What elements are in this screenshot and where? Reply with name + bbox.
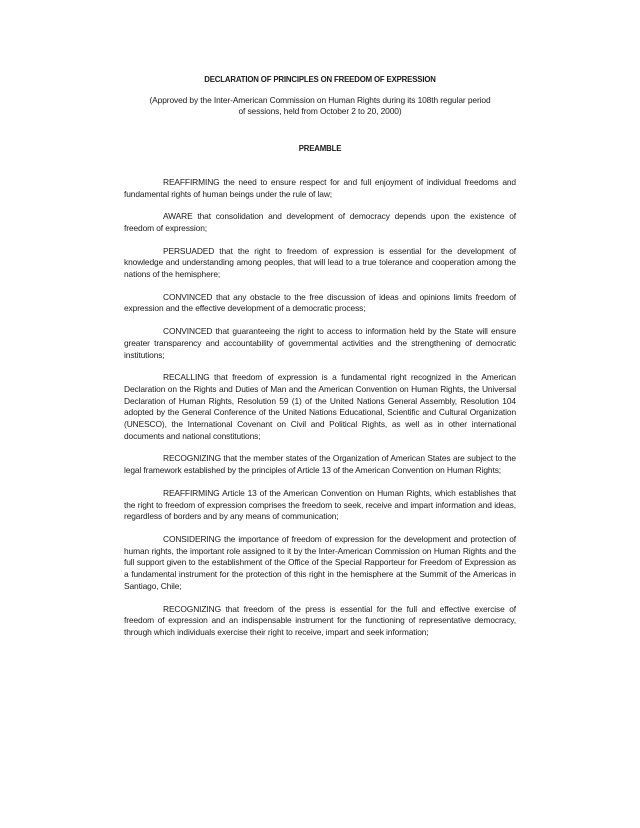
preamble-paragraph <box>124 326 516 361</box>
paragraph-lead: CONVINCED <box>163 291 213 302</box>
paragraph-lead: CONVINCED <box>163 326 213 337</box>
paragraph-lead: CONSIDERING <box>163 533 221 544</box>
paragraph-text: the importance of freedom of expression for the development and protection of human rights, the important role assigned to it by the Inter-American Commission on Human Rights and the full support given to the establishment of the Office of the Special Rapporteur for Freedom of Expression as a fundamental instrument for the protection of this right in the hemisphere at the Summit of the Americas in Santiago, Chile; <box>124 533 516 591</box>
paragraph-text: that guaranteeing the right to access to information held by the State will ensure greater transparency and accountability of governmental activities and the strengthening of democratic institutions; <box>124 326 516 360</box>
preamble-paragraph <box>124 211 516 234</box>
paragraph-lead: PERSUADED <box>163 245 215 256</box>
document-title: DECLARATION OF PRINCIPLES ON FREEDOM OF EXPRESSION <box>204 75 436 84</box>
paragraph-text: that any obstacle to the free discussion of ideas and opinions limits freedom of expression and the effective development of a democratic process; <box>124 291 516 314</box>
paragraph-text: that the right to freedom of expression is essential for the development of knowledge and understanding among peoples, that will lead to a true tolerance and cooperation among the nations of the hemisphere; <box>124 245 516 280</box>
preamble-paragraph <box>124 372 516 442</box>
paragraph-lead: RECALLING <box>163 372 210 383</box>
preamble-paragraph <box>124 534 516 593</box>
paragraph-text: that consolidation and development of democracy depends upon the existence of freedom of expression; <box>124 211 516 233</box>
preamble-paragraph <box>124 453 516 476</box>
document-subtitle: (Approved by the Inter-American Commission on Human Rights during its 108th regular period of sessions, held from October 2 to 20, 2000) <box>149 94 491 117</box>
paragraph-lead: RECOGNIZING <box>163 603 221 614</box>
preamble-paragraph <box>124 488 516 523</box>
paragraph-lead: REAFFIRMING <box>163 487 220 498</box>
paragraph-text: that freedom of the press is essential for the full and effective exercise of freedom of expression and an indispensable instrument for the functioning of representative democracy, through which individuals exercise their right to receive, impart and seek information; <box>124 603 516 637</box>
paragraph-lead: AWARE <box>163 211 193 222</box>
paragraph-text: the need to ensure respect for and full enjoyment of individual freedoms and fundamental rights of human beings under the rule of law; <box>124 176 516 199</box>
paragraph-lead: RECOGNIZING <box>163 453 221 464</box>
paragraph-text: Article 13 of the American Convention on Human Rights, which establishes that the right to freedom of expression comprises the freedom to seek, receive and impart information and ideas, regardless of borders and by any means of communication; <box>124 487 516 522</box>
preamble-paragraph <box>124 292 516 315</box>
preamble-paragraph <box>124 246 516 281</box>
preamble-paragraph <box>124 177 516 200</box>
document-page <box>124 74 516 650</box>
paragraph-text: that freedom of expression is a fundamental right recognized in the American Declaration on the Rights and Duties of Man and the American Convention on Human Rights, the Universal Declaration of Human Rights, Resolution 59 (1) of the United Nations General Assembly, Resolution 104 adopted by the General Conference of the United Nations Educational, Scientific and Cultural Organization (UNESCO), the International Covenant on Civil and Political Rights, as well as in other international documents and national constitutions; <box>124 372 516 441</box>
paragraph-lead: REAFFIRMING <box>163 176 220 187</box>
preamble-paragraph <box>124 604 516 639</box>
section-heading-preamble: PREAMBLE <box>298 144 342 154</box>
paragraph-text: that the member states of the Organization of American States are subject to the legal framework established by the principles of Article 13 of the American Convention on Human Rights; <box>124 453 516 476</box>
